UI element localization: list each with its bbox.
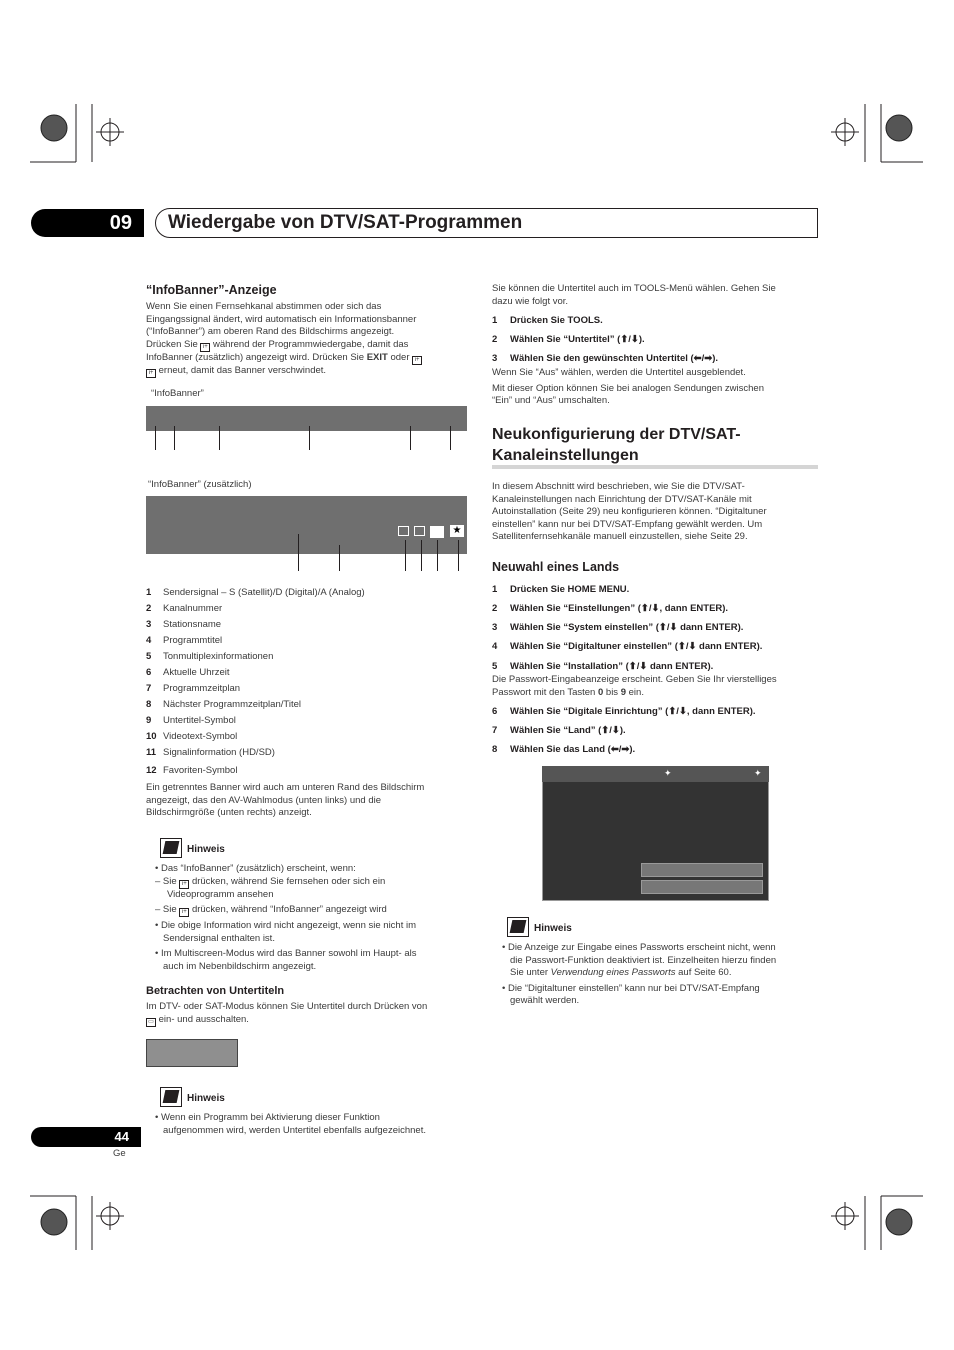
info-button-icon: i+ xyxy=(412,356,422,365)
legend-item: 9 Untertitel-Symbol xyxy=(146,715,236,726)
legend-item: 2 Kanalnummer xyxy=(146,603,223,614)
chapter-number: 09 xyxy=(31,209,144,237)
step: 7 Wählen Sie “Land” (⬆/⬇). xyxy=(492,725,626,736)
infobanner-illustration xyxy=(146,406,467,431)
step: 3 Wählen Sie den gewünschten Untertitel (⬅/➡). xyxy=(492,353,719,364)
callout-line xyxy=(450,426,451,450)
section-paragraph: In diesem Abschnitt wird beschrieben, wie Sie die DTV/SAT- Kanaleinstellungen nach Einrichtung der DTV/SAT-Kanäle mit Autoinstallation (Seite 29) neu konfigurieren können. “Digitaltuner einstellen” kann nur bei DTV/SAT-Empfang gewählt werden. Um Satellitenfernsehkanäle manuell einzustellen, siehe Seite 29. xyxy=(492,481,767,542)
callout-line xyxy=(219,426,220,450)
step: 8 Wählen Sie das Land (⬅/➡). xyxy=(492,744,636,755)
note-pencil-icon xyxy=(160,838,182,858)
arrow-left-right-icon: ✦ xyxy=(664,768,672,778)
note-label: Hinweis xyxy=(534,923,572,934)
tools-intro: Sie können die Untertitel auch im TOOLS-Menü wählen. Gehen Sie dazu wie folgt vor. xyxy=(492,283,776,307)
caption-infobanner-extra: “InfoBanner” (zusätzlich) xyxy=(148,479,252,490)
legend-item: 10 Videotext-Symbol xyxy=(146,731,238,742)
note-pencil-icon xyxy=(507,917,529,937)
info-button-icon: i+ xyxy=(179,880,189,889)
screen-title-bar xyxy=(542,766,769,782)
callout-line xyxy=(405,540,406,571)
note-list: • Wenn ein Programm bei Aktivierung dieser Funktion aufgenommen wird, werden Untertitel ebenfalls aufgezeichnet. xyxy=(155,1112,426,1136)
info-button-icon: i+ xyxy=(146,369,156,378)
subtitle-button-icon: ▭ xyxy=(146,1018,156,1027)
info-button-icon: i+ xyxy=(200,343,210,352)
legend-item: 1 Sendersignal – S (Satellit)/D (Digital)/A (Analog) xyxy=(146,587,365,598)
note-list: • Die Anzeige zur Eingabe eines Passworts erscheint nicht, wenn die Passwort-Funktion deaktiviert ist. Einzelheiten hierzu finden Sie unter Verwendung eines Passworts auf Seite 60. • Die “Digitaltuner einstellen” kann nur bei DTV/SAT-Empfang gewählt werden. xyxy=(502,942,777,1006)
legend-item: 3 Stationsname xyxy=(146,619,222,630)
infobanner-heading: “InfoBanner”-Anzeige xyxy=(146,283,277,297)
callout-line xyxy=(309,426,310,450)
callout-line xyxy=(339,545,340,571)
subtitle-display-illustration xyxy=(146,1039,238,1067)
legend-item: 8 Nächster Programmzeitplan/Titel xyxy=(146,699,301,710)
step: 3 Wählen Sie “System einstellen” (⬆/⬇ dann ENTER). xyxy=(492,622,744,633)
callout-line xyxy=(298,534,299,571)
callout-line xyxy=(155,426,156,450)
legend-item: 11 Signalinformation (HD/SD) xyxy=(146,747,275,758)
step: 5 Wählen Sie “Installation” (⬆/⬇ dann ENTER). xyxy=(492,661,714,672)
note-list: • Das “InfoBanner” (zusätzlich) erscheint, wenn: – Sie i+ drücken, während Sie fernsehen oder sich ein Videoprogramm ansehen – Sie i+ drücken, während “InfoBanner” angezeigt wird • Die obige Information wird nicht angezeigt, wenn sie nicht im Sendersignal enthalten ist. • Im Multiscreen-Modus wird das Banner sowohl im Haupt- als auch im Nebenbildschirm angezeigt. xyxy=(155,863,417,972)
step: 4 Wählen Sie “Digitaltuner einstellen” (⬆/⬇ dann ENTER). xyxy=(492,641,763,652)
country-heading: Neuwahl eines Lands xyxy=(492,560,620,574)
legend-item: 7 Programmzeitplan xyxy=(146,683,241,694)
step: 2 Wählen Sie “Untertitel” (⬆/⬇). xyxy=(492,334,645,345)
separate-banner-paragraph: Ein getrenntes Banner wird auch am unteren Rand des Bildschirm angezeigt, das den AV-Wahlmodus (unten links) und die Bildschirmgröße (unten rechts) anzeigt. xyxy=(146,782,425,818)
info-button-icon: i+ xyxy=(179,908,189,917)
page-number: 44 xyxy=(31,1127,141,1147)
crop-mark-top-left xyxy=(30,104,150,224)
callout-line xyxy=(458,540,459,571)
screen-field xyxy=(641,863,763,877)
caption-infobanner: “InfoBanner” xyxy=(151,388,204,399)
step: 1 Drücken Sie TOOLS. xyxy=(492,315,603,326)
signal-info-icon xyxy=(430,526,444,538)
step: 6 Wählen Sie “Digitale Einrichtung” (⬆/⬇, dann ENTER). xyxy=(492,706,756,717)
section-rule xyxy=(492,465,818,469)
teletext-icon xyxy=(414,526,425,536)
infobanner-extra-illustration xyxy=(146,496,467,554)
callout-line xyxy=(421,540,422,571)
infobanner-paragraph: Wenn Sie einen Fernsehkanal abstimmen oder sich das Eingangssignal ändert, wird automatisch ein Informationsbanner (“InfoBanner”) am oberen Rand des Bildschirms angezeigt. Drücken Sie i+ während der Programmwiedergabe, damit das InfoBanner (zusätzlich) angezeigt wird. Drücken Sie EXIT oder i+ i+ erneut, damit das Banner verschwindet. xyxy=(146,301,476,378)
step: 1 Drücken Sie HOME MENU. xyxy=(492,584,630,595)
arrow-left-right-icon: ✦ xyxy=(754,768,762,778)
note-label: Hinweis xyxy=(187,1093,225,1104)
crop-mark-top-right xyxy=(805,104,925,224)
section-heading: Neukonfigurierung der DTV/SAT- Kanaleinstellungen xyxy=(492,426,741,464)
legend-item: 4 Programmtitel xyxy=(146,635,223,646)
crop-mark-bottom-left xyxy=(30,1160,150,1280)
subtitles-heading: Betrachten von Untertiteln xyxy=(146,985,285,997)
subtitles-paragraph: Im DTV- oder SAT-Modus können Sie Untertitel durch Drücken von ▭ ein- und ausschalten. xyxy=(146,1001,428,1025)
legend-item: 6 Aktuelle Uhrzeit xyxy=(146,667,230,678)
note-pencil-icon xyxy=(160,1087,182,1107)
screen-field xyxy=(641,880,763,894)
step: 2 Wählen Sie “Einstellungen” (⬆/⬇, dann ENTER). xyxy=(492,603,729,614)
password-note: Die Passwort-Eingabeanzeige erscheint. Geben Sie Ihr vierstelliges Passwort mit den Tasten 0 bis 9 ein. xyxy=(492,674,777,698)
callout-line xyxy=(410,426,411,450)
subtitle-icon xyxy=(398,526,409,536)
favorite-star-icon: ★ xyxy=(450,525,464,537)
crop-mark-bottom-right xyxy=(805,1160,925,1280)
chapter-title: Wiedergabe von DTV/SAT-Programmen xyxy=(168,212,523,233)
page-language: Ge xyxy=(113,1148,126,1159)
callout-line xyxy=(437,540,438,571)
note-label: Hinweis xyxy=(187,844,225,855)
callout-line xyxy=(174,426,175,450)
legend-item: 5 Tonmultiplexinformationen xyxy=(146,651,274,662)
legend-item: 12 Favoriten-Symbol xyxy=(146,765,238,776)
tools-after: Wenn Sie “Aus” wählen, werden die Untertitel ausgeblendet. Mit dieser Option können Sie bei analogen Sendungen zwischen “Ein” und “Aus” umschalten. xyxy=(492,367,764,406)
